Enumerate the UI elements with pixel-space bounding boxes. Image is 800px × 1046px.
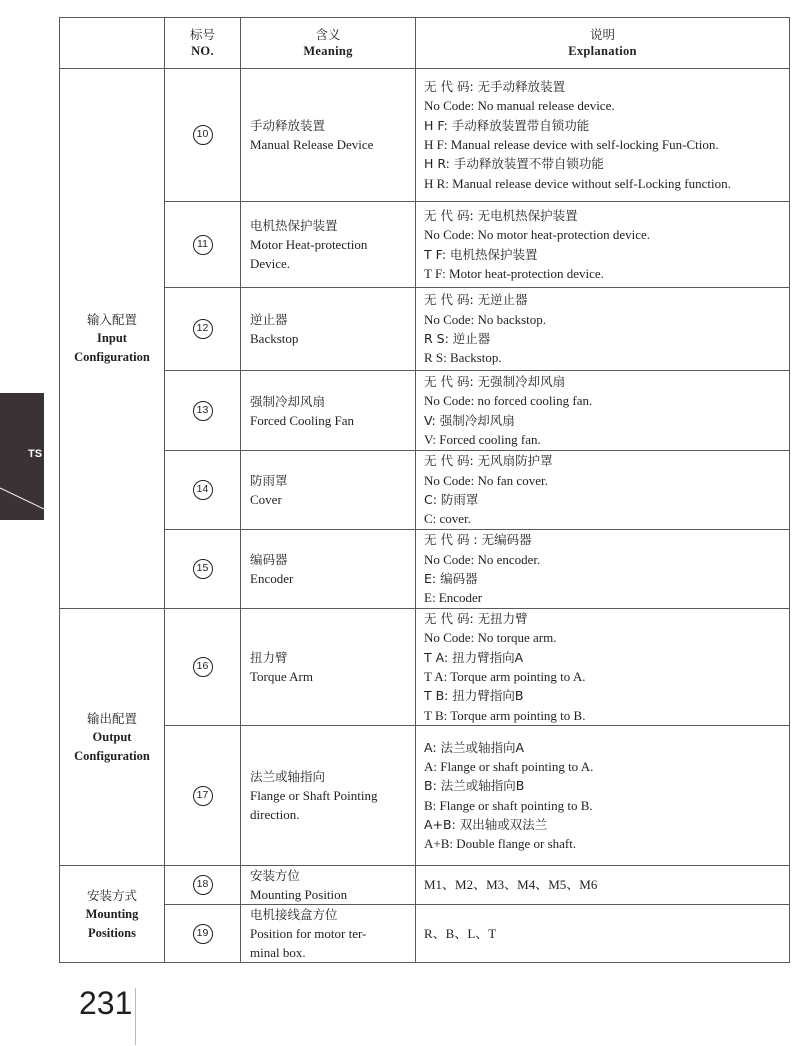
group-mounting-positions [60, 866, 165, 963]
side-section-tab [0, 393, 44, 520]
meaning-en: Encoder [250, 571, 294, 586]
row-meaning [241, 371, 416, 451]
row-number-badge: 13 [193, 401, 213, 421]
explanation-line: No Code: No manual release device. [424, 98, 615, 114]
group-output-configuration [60, 609, 165, 866]
meaning-zh: 编码器 [250, 552, 288, 567]
row-explanation [416, 288, 790, 371]
table-row [60, 726, 790, 866]
row-number [165, 866, 241, 905]
header-meaning-en: Meaning [303, 44, 353, 58]
row-explanation [416, 726, 790, 866]
explanation-line: T B: 扭力臂指向B [424, 688, 524, 704]
explanation-line: A: 法兰或轴指向A [424, 739, 525, 755]
explanation-line: E: 编码器 [424, 571, 478, 586]
group-input-configuration [60, 69, 165, 609]
explanation-line: 无 代 码: 无手动释放装置 [424, 79, 566, 95]
row-meaning [241, 726, 416, 866]
meaning-zh: 电机接线盒方位 [250, 907, 338, 922]
row-meaning [241, 451, 416, 530]
side-tab-diagonal-line [0, 393, 44, 520]
row-number-badge: 17 [193, 786, 213, 806]
explanation-line: C: cover. [424, 511, 471, 527]
header-blank-cell [60, 18, 165, 69]
group-input-zh: 输入配置 [86, 312, 137, 327]
group-output-en1: Output [92, 729, 132, 744]
header-number-zh: 标号 [189, 27, 215, 42]
meaning-en: Forced Cooling Fan [250, 412, 354, 428]
row-explanation [416, 905, 790, 963]
row-number [165, 69, 241, 202]
meaning-en: Device. [250, 256, 291, 271]
row-explanation [416, 530, 790, 609]
explanation-line: 无 代 码: 无强制冷却风扇 [424, 373, 566, 389]
meaning-zh: 逆止器 [250, 312, 288, 327]
explanation-line: A+B: 双出轴或双法兰 [424, 816, 548, 832]
row-number-badge: 11 [193, 235, 213, 255]
explanation-line: 无 代 码 : 无编码器 [424, 532, 532, 548]
table-row [60, 866, 790, 905]
row-number [165, 451, 241, 530]
row-meaning [241, 866, 416, 905]
explanation-line: R、B、L、T [424, 925, 497, 941]
row-meaning [241, 609, 416, 726]
group-mounting-en2: Positions [88, 925, 136, 940]
explanation-line: No Code: No backstop. [424, 311, 547, 327]
group-output-en2: Configuration [74, 748, 150, 763]
row-explanation [416, 866, 790, 905]
row-meaning [241, 288, 416, 371]
explanation-line: A: Flange or shaft pointing to A. [424, 758, 594, 774]
meaning-en: Cover [250, 492, 282, 507]
row-explanation [416, 69, 790, 202]
group-input-en1: Input [97, 331, 127, 345]
header-number [165, 18, 241, 69]
meaning-en: Mounting Position [250, 887, 348, 902]
explanation-line: C: 防雨罩 [424, 492, 479, 507]
meaning-zh: 电机热保护装置 [250, 218, 338, 233]
explanation-line: B: Flange or shaft pointing to B. [424, 797, 593, 813]
explanation-line: H R: Manual release device without self-Locking function. [424, 175, 731, 191]
side-tab-label: TS [28, 448, 43, 460]
meaning-zh: 扭力臂 [250, 650, 288, 665]
table-row [60, 905, 790, 963]
explanation-line: 无 代 码: 无电机热保护装置 [424, 207, 578, 223]
group-input-en2: Configuration [74, 350, 150, 364]
table-header-row [60, 18, 790, 69]
page-number: 231 [79, 985, 133, 1021]
explanation-line: T A: Torque arm pointing to A. [424, 669, 586, 684]
row-number [165, 371, 241, 451]
table-row [60, 609, 790, 726]
row-meaning [241, 530, 416, 609]
group-mounting-en1: Mounting [85, 906, 139, 921]
meaning-en: Backstop [250, 331, 299, 346]
row-explanation [416, 371, 790, 451]
explanation-line: H F: Manual release device with self-locking Fun-Ction. [424, 137, 719, 152]
row-number [165, 609, 241, 726]
table-row [60, 530, 790, 609]
table-row [60, 451, 790, 530]
meaning-en: Torque Arm [250, 669, 313, 684]
row-number [165, 288, 241, 371]
row-number-badge: 15 [193, 559, 213, 579]
explanation-line: No Code: No torque arm. [424, 630, 557, 646]
explanation-line: T B: Torque arm pointing to B. [424, 707, 586, 723]
explanation-line: T F: 电机热保护装置 [424, 246, 538, 262]
row-number-badge: 14 [193, 480, 213, 500]
header-number-en: NO. [191, 44, 214, 58]
meaning-en: Motor Heat-protection [250, 237, 368, 252]
explanation-line: M1、M2、M3、M4、M5、M6 [424, 877, 598, 893]
meaning-en: Flange or Shaft Pointing [250, 788, 378, 803]
meaning-zh: 防雨罩 [250, 473, 288, 488]
header-explanation [416, 18, 790, 69]
row-meaning [241, 69, 416, 202]
explanation-line: No Code: No motor heat-protection device. [424, 227, 650, 243]
table-row [60, 69, 790, 202]
row-number-badge: 18 [193, 875, 213, 895]
explanation-line: 无 代 码: 无风扇防护罩 [424, 453, 553, 469]
explanation-line: R S: Backstop. [424, 350, 502, 366]
header-meaning-zh: 含义 [315, 27, 341, 42]
meaning-zh: 法兰或轴指向 [250, 769, 326, 784]
meaning-zh: 强制冷却风扇 [250, 393, 326, 409]
row-explanation [416, 609, 790, 726]
row-number-badge: 12 [193, 319, 213, 339]
row-meaning [241, 202, 416, 288]
page-number-divider [135, 988, 136, 1045]
table-row [60, 288, 790, 371]
row-number-badge: 19 [193, 924, 213, 944]
table-row [60, 371, 790, 451]
row-meaning [241, 905, 416, 963]
meaning-zh: 手动释放装置 [250, 118, 326, 133]
explanation-line: 无 代 码: 无逆止器 [424, 292, 528, 308]
explanation-line: H F: 手动释放装置带自锁功能 [424, 117, 590, 133]
explanation-line: No Code: no forced cooling fan. [424, 393, 593, 409]
table-row [60, 202, 790, 288]
explanation-line: B: 法兰或轴指向B [424, 778, 525, 794]
explanation-line: E: Encoder [424, 590, 483, 606]
meaning-en: minal box. [250, 945, 306, 960]
explanation-line: T F: Motor heat-protection device. [424, 265, 604, 281]
explanation-line: 无 代 码: 无扭力臂 [424, 611, 528, 627]
row-number-badge: 10 [193, 125, 213, 145]
explanation-line: A+B: Double flange or shaft. [424, 836, 577, 852]
row-number [165, 905, 241, 963]
meaning-en: Position for motor ter- [250, 926, 367, 941]
meaning-en: direction. [250, 807, 300, 822]
explanation-line: No Code: No encoder. [424, 551, 541, 567]
header-explanation-en: Explanation [568, 44, 637, 58]
header-meaning [241, 18, 416, 69]
explanation-line: H R: 手动释放装置不带自锁功能 [424, 156, 604, 172]
row-explanation [416, 451, 790, 530]
row-explanation [416, 202, 790, 288]
row-number [165, 202, 241, 288]
row-number-badge: 16 [193, 657, 213, 677]
meaning-zh: 安装方位 [250, 868, 301, 883]
explanation-line: V: Forced cooling fan. [424, 431, 541, 447]
explanation-line: V: 强制冷却风扇 [424, 412, 515, 428]
group-mounting-zh: 安装方式 [86, 887, 137, 903]
header-explanation-zh: 说明 [589, 27, 615, 42]
group-output-zh: 输出配置 [86, 710, 137, 726]
explanation-line: R S: 逆止器 [424, 331, 491, 346]
meaning-en: Manual Release Device [250, 137, 374, 152]
row-number [165, 530, 241, 609]
explanation-line: T A: 扭力臂指向A [424, 649, 524, 665]
explanation-line: No Code: No fan cover. [424, 472, 548, 488]
specification-table [59, 17, 790, 963]
row-number [165, 726, 241, 866]
